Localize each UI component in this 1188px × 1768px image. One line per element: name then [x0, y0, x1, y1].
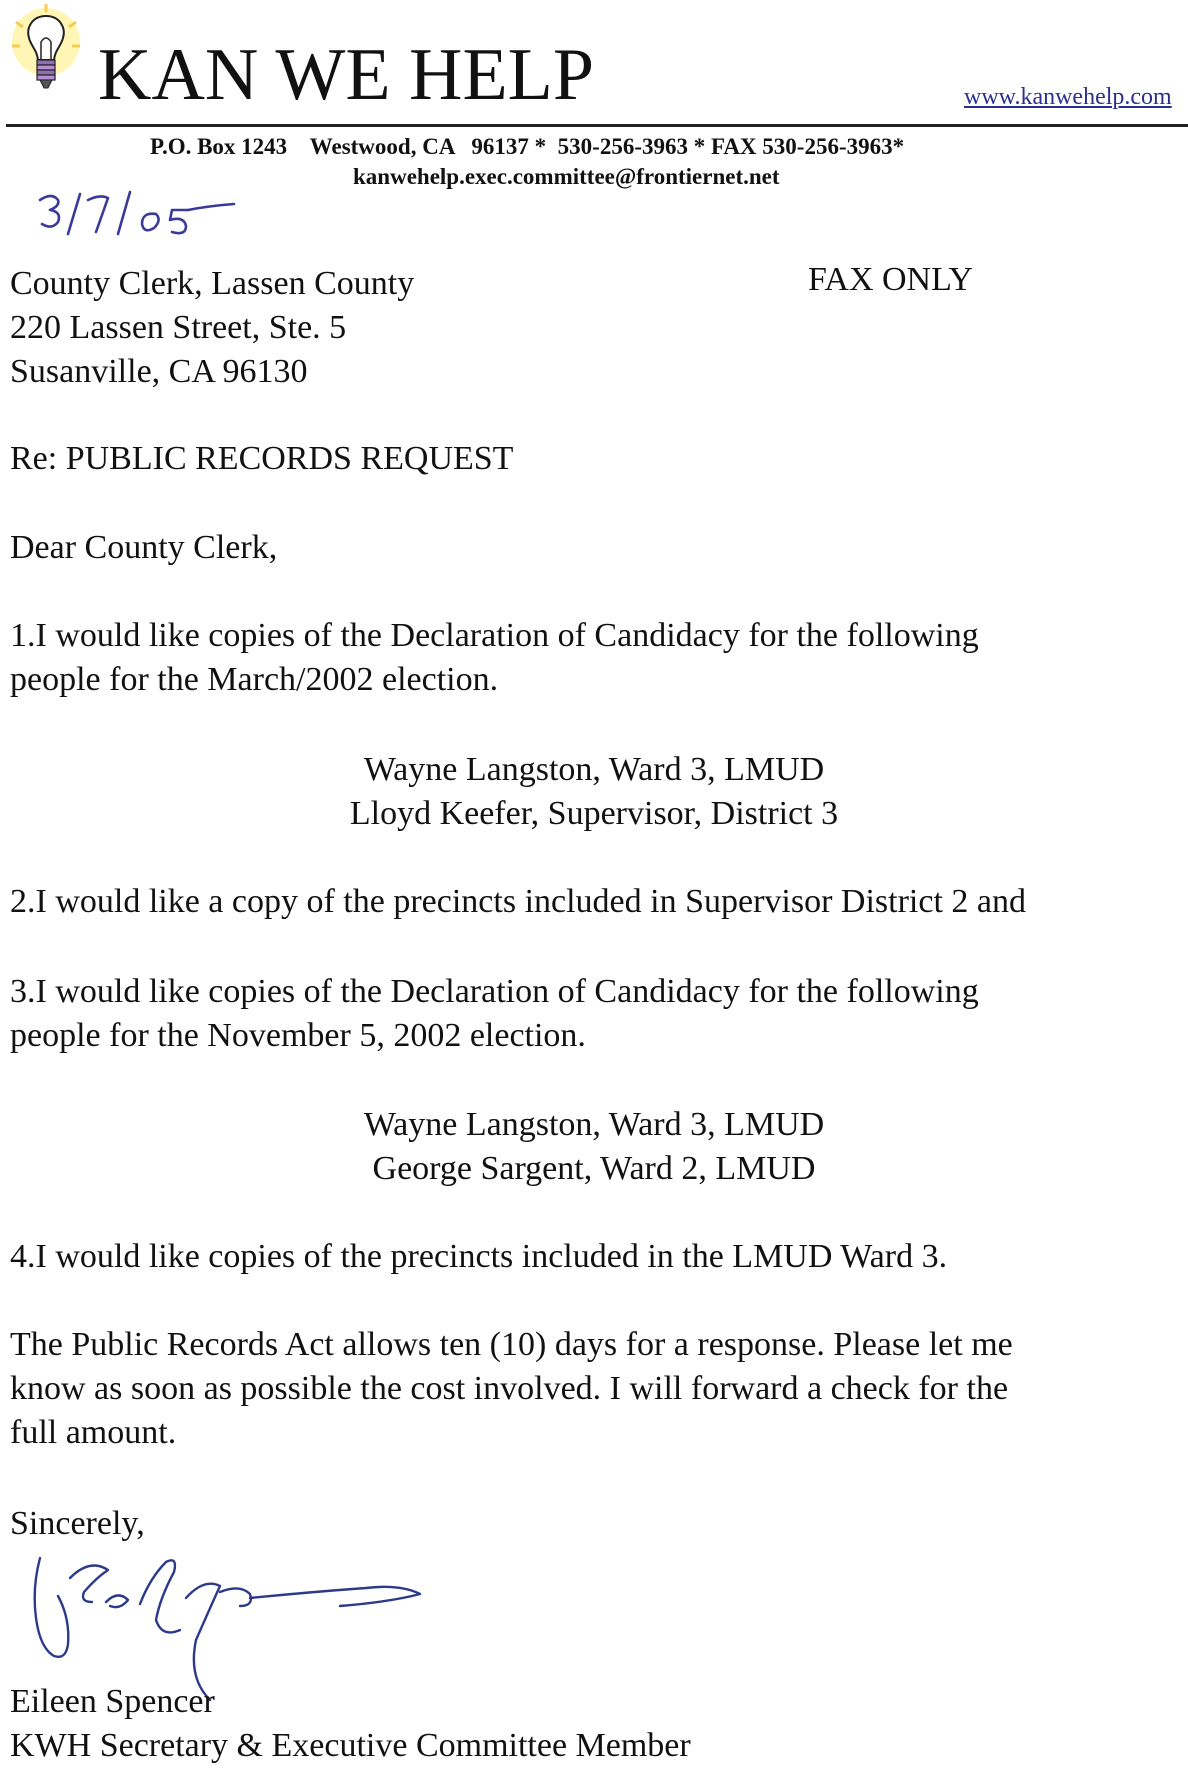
recipient-line-1: County Clerk, Lassen County [10, 265, 415, 302]
header-divider [6, 124, 1188, 127]
handwritten-date [38, 188, 238, 248]
item-1-line-2: people for the March/2002 election. [10, 661, 499, 698]
salutation: Dear County Clerk, [10, 529, 278, 566]
organization-name: KAN WE HELP [98, 34, 595, 116]
recipient-line-2: 220 Lassen Street, Ste. 5 [10, 309, 347, 346]
closing-paragraph-line-1: The Public Records Act allows ten (10) days for a response. Please let me [10, 1326, 1013, 1363]
email-address: kanwehelp.exec.committee@frontiernet.net [353, 164, 780, 189]
website-link[interactable]: www.kanwehelp.com [964, 84, 1172, 110]
item-2: 2.I would like a copy of the precincts included in Supervisor District 2 and [10, 883, 1026, 920]
item-1-line-1: 1.I would like copies of the Declaration of Candidacy for the following [10, 617, 979, 654]
item-3-line-1: 3.I would like copies of the Declaration of Candidacy for the following [10, 973, 979, 1010]
valediction: Sincerely, [10, 1505, 145, 1542]
candidate-name: George Sargent, Ward 2, LMUD [372, 1150, 816, 1187]
item-4: 4.I would like copies of the precincts included in the LMUD Ward 3. [10, 1238, 948, 1275]
closing-paragraph-line-3: full amount. [10, 1414, 177, 1451]
closing-paragraph-line-2: know as soon as possible the cost involved. I will forward a check for the [10, 1370, 1009, 1407]
recipient-line-3: Susanville, CA 96130 [10, 353, 308, 390]
candidate-name: Wayne Langston, Ward 3, LMUD [363, 751, 825, 788]
contact-line: P.O. Box 1243 Westwood, CA 96137 * 530-256-3963 * FAX 530-256-3963* [150, 134, 905, 159]
item-3-line-2: people for the November 5, 2002 election. [10, 1017, 586, 1054]
signer-name: Eileen Spencer [10, 1683, 215, 1720]
signer-title: KWH Secretary & Executive Committee Member [10, 1727, 691, 1764]
candidate-name: Lloyd Keefer, Supervisor, District 3 [349, 795, 839, 832]
lightbulb-icon [10, 2, 86, 102]
delivery-note: FAX ONLY [808, 261, 974, 298]
candidate-name: Wayne Langston, Ward 3, LMUD [363, 1106, 825, 1143]
subject-line: Re: PUBLIC RECORDS REQUEST [10, 440, 514, 477]
